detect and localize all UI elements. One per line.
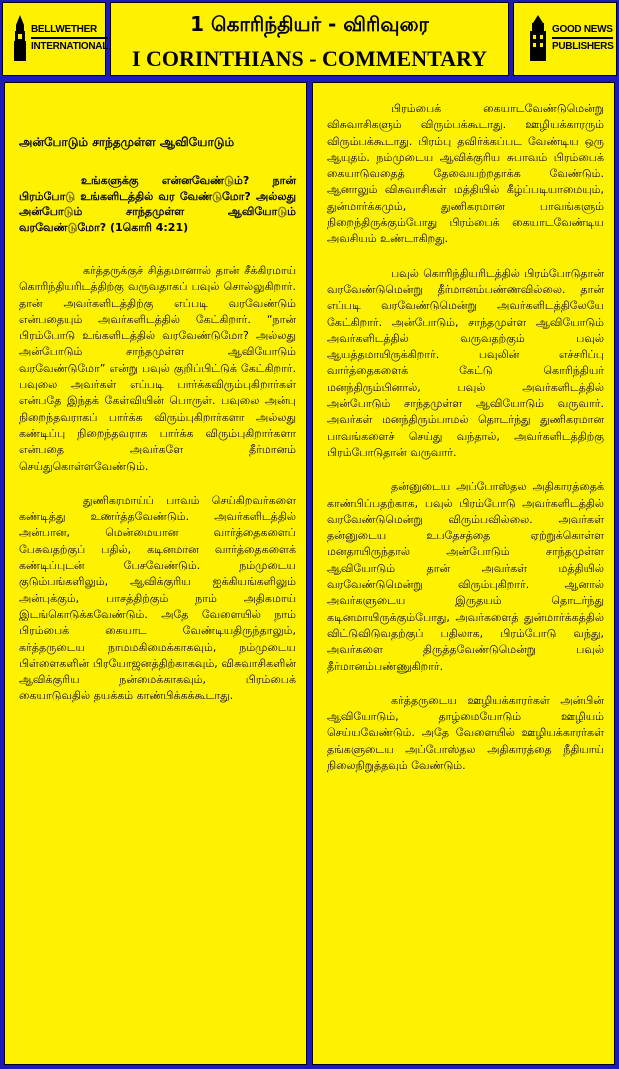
paragraph: கர்த்தருடைய ஊழியக்காரர்கள் அன்பின் ஆவியோடும், தாழ்மையோடும் ஊழியம் செய்யவேண்டும். அதே வேளையில் ஊழியக்காரர்கள் தங்களுடைய அப்போஸ்தல அதிகாரத்தை நீதியாய் நிலைநிறுத்தவும் வேண்டும். [327,693,604,772]
logo-left-line2: INTERNATIONAL [31,37,108,53]
logo-left-text [31,23,108,53]
paragraph: தன்னுடைய அப்போஸ்தல அதிகாரத்தைக் காண்பிப்பதற்காக, பவுல் பிரம்போடு அவர்களிடத்தில் வரவேண்டுமென்று விரும்பவில்லை. அவர்கள் தன்னுடைய உபதேசத்தை ஏற்றுக்கொள்ள மனதாயிருந்தால் அன்போடும் சாந்தமுள்ள ஆவியோடும் தான் அவர்கள் மத்தியில் வரவேண்டுமென்று விரும்புகிறார். ஆனால் அவர்களுடைய இருதயம் தொடர்ந்து கடினமாயிருக்கும்போது, அவர்களைத் துன்மார்க்கத்தில் விட்டுவிடுவதற்குப் பதிலாக, பிரம்போடு வந்து, அவர்களை திருத்தவேண்டுமென்று பவுல் தீர்மானம்பண்ணுகிறார். [327,480,604,673]
page-title-english: I CORINTHIANS - COMMENTARY [131,46,488,71]
page-header [2,2,617,78]
logo-right-line1: GOOD NEWS [552,24,613,35]
logo-left-line1: BELLWETHER [31,24,97,35]
paragraph: பிரம்பைக் கையாடவேண்டுமென்று விசுவாசிகளும் விரும்பக்கூடாது. ஊழியக்காரரும் விரும்பக்கூடாது. பிரம்பு தவிர்க்கப்பட வேண்டிய ஒரு ஆயுதம். நம்முடைய ஆவிக்குரிய சுபாவம் பிரம்பைக் கையாடுவதைத் தேவையற்றதாக்க வேண்டும். ஆனாலும் விசுவாசிகள் மத்தியில் கீழ்ப்படியாமையும், துன்மார்க்கமும், துணிகரமான பாவங்களும் நிறைந்திருக்கும்போது பிரம்பைக் கையாடவேண்டிய அவசியம் உண்டாகிறது. [327,102,604,246]
scripture-verse: உங்களுக்கு என்னவேண்டும்? நான் பிரம்போடு உங்களிடத்தில் வர வேண்டுமோ? அல்லது அன்போடும் சாந்தமுள்ள ஆவியோடும் வரவேண்டுமோ? (1கொரி 4:21) [19,174,296,234]
bell-tower-icon [11,15,29,61]
bellwether-logo [2,2,109,76]
good-news-logo [513,2,617,76]
paragraph: பவுல் கொரிந்தியரிடத்தில் பிரம்போடுதான் வரவேண்டுமென்று தீர்மானம்பண்ணவில்லை. தான் எப்படி வரவேண்டுமென்று அவர்களிடத்திலேயே கேட்கிறார். அன்போடும், சாந்தமுள்ள ஆவியோடும் அவர்களிடத்தில் வருவதற்கும் பவுல் ஆயத்தமாயிருக்கிறார். பவுலின் எச்சரிப்பு வார்த்தைகளைக் கேட்டு கொரிந்தியர் மனந்திரும்பினால், பவுல் அவர்களிடத்தில் அன்போடும் சாந்தமுள்ள ஆவியோடும் வருவார். அவர்கள் மனந்திரும்பாமல் தொடர்ந்து துணிகரமான பாவங்களைச் செய்து வந்தால், அவர்களிடத்திற்கு பிரம்போடுதான் வருவார். [327,266,604,459]
left-column [4,82,307,1065]
right-column [312,82,615,1065]
title-box [110,2,509,76]
page-title-tamil: 1 கொரிந்தியர் - விரிவுரை [190,12,429,36]
paragraph: துணிகரமாய்ப் பாவம் செய்கிறவர்களை கண்டித்து உணர்த்தவேண்டும். அவர்களிடத்தில் அன்பான, மென்மையான வார்த்தைகளைப் பேசுவதற்குப் பதில், கடினமான வார்த்தைகளைக் கண்டிப்புடன் பேசவேண்டும். நம்முடைய குடும்பங்களிலும், ஆவிக்குரிய ஐக்கியங்களிலும் அன்புக்கும், பாசத்திற்கும் நாம் அதிகமாய் இடங்கொடுக்கவேண்டும். அதே வேளையில் நாம் பிரம்பைக் கையாட வேண்டியதிருந்தாலும், கர்த்தருடைய நாமமகிமைக்காகவும், நம்முடைய பிள்ளைகளின் பிரயோஜனத்திற்காகவும், விசுவாசிகளின் ஆவிக்குரிய நன்மைக்காகவும், பிரம்பைக் கையாடுவதில் தயக்கம் காண்பிக்கக்கூடாது. [19,493,296,703]
logo-right-text [552,23,613,53]
building-icon [528,15,548,61]
paragraph: கர்த்தருக்குச் சித்தமானால் தான் சீக்கிரமாய் கொரிந்தியரிடத்திற்கு வருவதாகப் பவுல் சொல்லுகிறார். தான் அவர்களிடத்திற்கு எப்படி வரவேண்டும் என்பதையும் அவர்களிடத்தில் கேட்கிறார். “நான் பிரம்போடு உங்களிடத்தில் வரவேண்டுமோ? அல்லது அன்போடும் சாந்தமுள்ள ஆவியோடும் வரவேண்டுமோ” என்று பவுல் குறிப்பிட்டுக் கேட்கிறார். பவுலை அவர்கள் எப்படி பார்க்கவிரும்புகிறார்கள் என்பதே இந்தக் கேள்வியின் பொருள். பவுலை அன்பு நிறைந்தவராகப் பார்க்க விரும்புகிறார்களா அல்லது கண்டிப்பு நிறைந்தவராக பார்க்க விரும்புகிறார்களா என்பதை அவர்களே தீர்மானம் செய்துகொள்ளவேண்டும். [19,264,296,473]
logo-right-line2: PUBLISHERS [552,37,613,53]
section-heading: அன்போடும் சாந்தமுள்ள ஆவியோடும் [19,135,235,149]
